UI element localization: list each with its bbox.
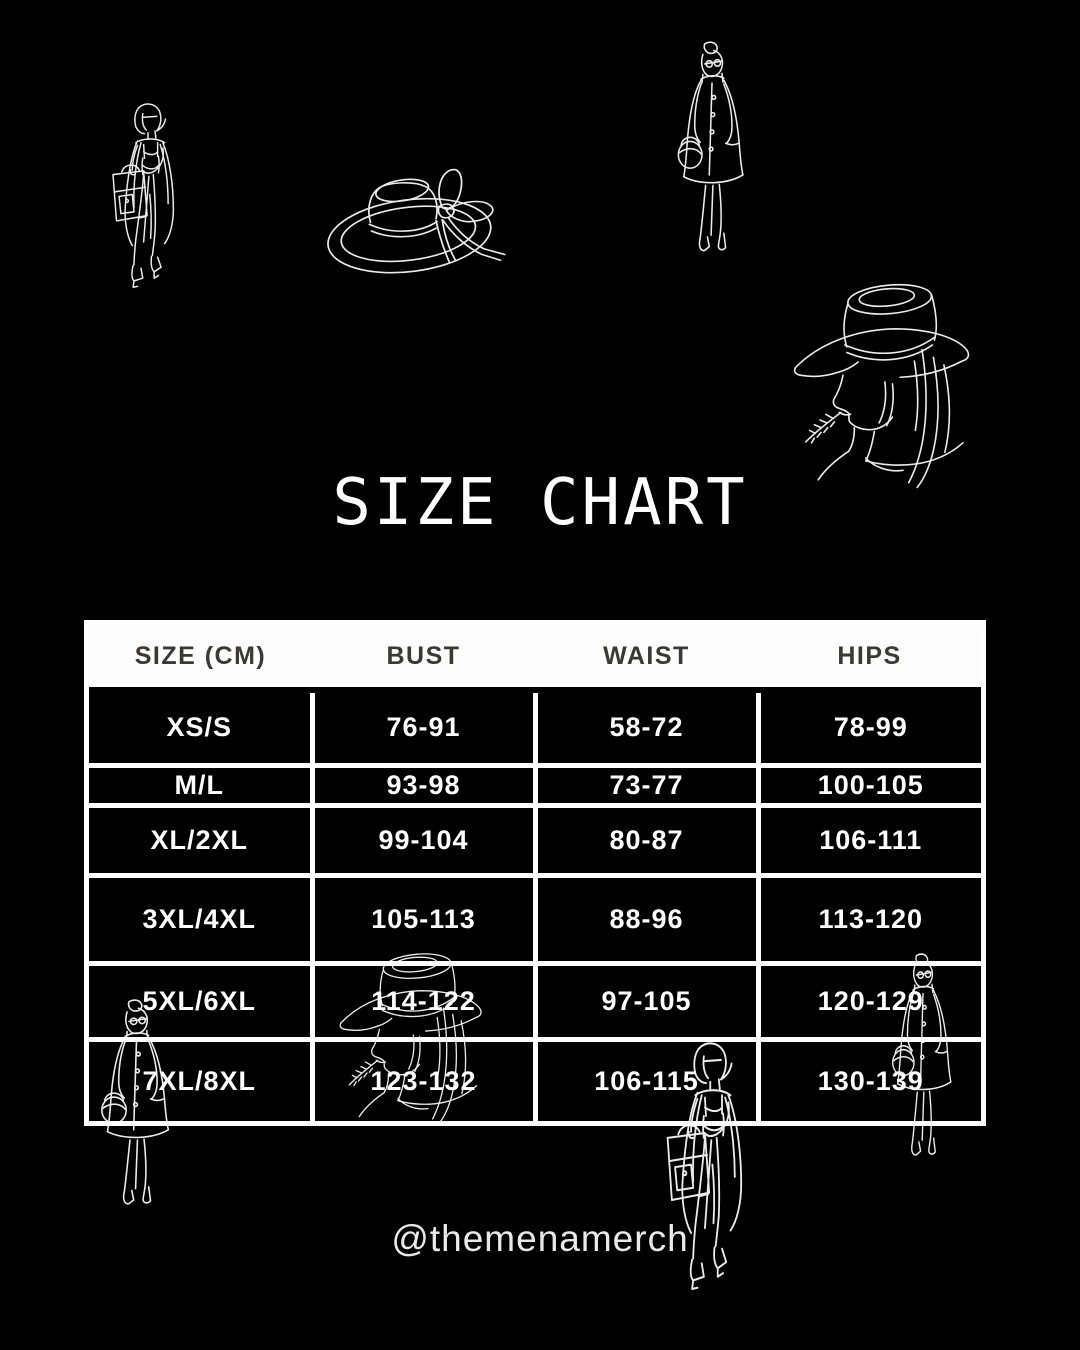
size-cell: XS/S <box>89 693 312 765</box>
waist-cell: 73-77 <box>535 765 758 805</box>
hips-cell: 113-120 <box>758 875 981 963</box>
hips-cell: 120-129 <box>758 963 981 1039</box>
bust-cell: 99-104 <box>312 805 535 875</box>
bust-cell: 93-98 <box>312 765 535 805</box>
hips-cell: 130-139 <box>758 1039 981 1121</box>
bust-cell: 76-91 <box>312 693 535 765</box>
walking-woman-tote-sketch <box>92 100 197 300</box>
sun-hat-bow-sketch <box>312 148 517 280</box>
size-cell: 5XL/6XL <box>89 963 312 1039</box>
size-table <box>84 620 986 1126</box>
bust-cell: 123-132 <box>312 1039 535 1121</box>
profile-woman-hat-sketch <box>782 268 982 496</box>
hips-cell: 106-111 <box>758 805 981 875</box>
social-handle: @themenamerch <box>391 1218 689 1259</box>
waist-cell: 58-72 <box>535 693 758 765</box>
hips-cell: 100-105 <box>758 765 981 805</box>
table-row <box>89 765 981 805</box>
column-header-bust: BUST <box>386 641 461 670</box>
walking-woman-coat-sketch <box>662 40 762 260</box>
table-row <box>89 805 981 875</box>
page-title: SIZE CHART <box>332 466 748 540</box>
size-cell: XL/2XL <box>89 805 312 875</box>
table-row <box>89 875 981 963</box>
size-cell: 7XL/8XL <box>89 1039 312 1121</box>
table-row <box>89 963 981 1039</box>
hips-cell: 78-99 <box>758 693 981 765</box>
column-header-size: SIZE (CM) <box>134 641 267 670</box>
size-cell: 3XL/4XL <box>89 875 312 963</box>
waist-cell: 88-96 <box>535 875 758 963</box>
waist-cell: 97-105 <box>535 963 758 1039</box>
bust-cell: 114-122 <box>312 963 535 1039</box>
column-header-hips: HIPS <box>837 641 902 670</box>
table-row <box>89 1039 981 1121</box>
size-table-header <box>89 625 981 687</box>
size-table-body <box>89 693 981 1121</box>
column-header-waist: WAIST <box>603 641 690 670</box>
size-cell: M/L <box>89 765 312 805</box>
waist-cell: 80-87 <box>535 805 758 875</box>
waist-cell: 106-115 <box>535 1039 758 1121</box>
table-row <box>89 693 981 765</box>
bust-cell: 105-113 <box>312 875 535 963</box>
